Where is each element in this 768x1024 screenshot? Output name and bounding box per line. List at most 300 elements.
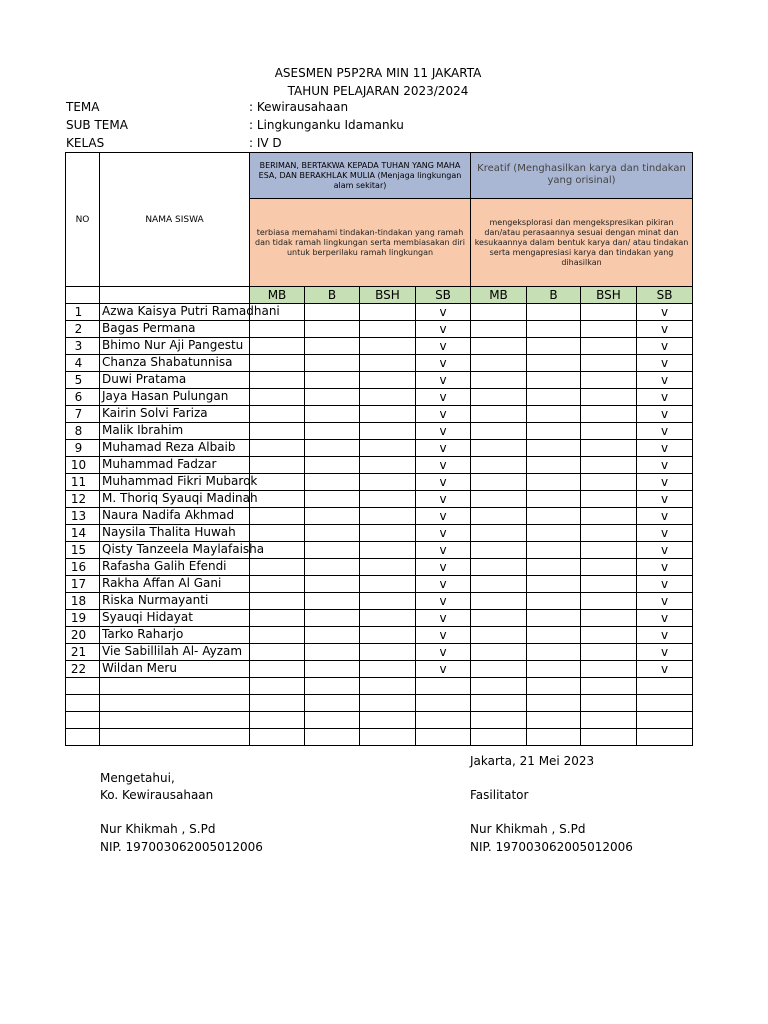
student-name: Tarko Raharjo xyxy=(102,627,184,641)
mark-cell xyxy=(360,440,416,457)
student-name: Qisty Tanzeela Maylafaisha xyxy=(102,542,265,556)
student-name-cell xyxy=(100,338,250,355)
mark-cell xyxy=(581,457,637,474)
mark-cell xyxy=(581,644,637,661)
student-number: 13 xyxy=(66,508,100,525)
student-name-cell xyxy=(100,644,250,661)
mark-cell: v xyxy=(637,423,693,440)
mark-cell xyxy=(305,542,360,559)
mark-cell xyxy=(471,576,527,593)
mark-cell: v xyxy=(637,355,693,372)
student-name: Vie Sabillilah Al- Ayzam xyxy=(102,644,243,658)
empty-cell xyxy=(100,712,250,729)
empty-cell xyxy=(250,678,305,695)
table-row xyxy=(66,661,693,678)
mark-cell: v xyxy=(637,389,693,406)
mark-cell xyxy=(250,610,305,627)
mark-cell xyxy=(581,559,637,576)
empty-cell xyxy=(527,729,581,746)
empty-cell xyxy=(305,712,360,729)
mark-cell xyxy=(250,389,305,406)
student-name: Rafasha Galih Efendi xyxy=(102,559,227,573)
mark-cell xyxy=(250,576,305,593)
mark-cell xyxy=(527,457,581,474)
empty-cell xyxy=(527,712,581,729)
mark-cell xyxy=(360,610,416,627)
mark-cell xyxy=(581,593,637,610)
student-number: 2 xyxy=(66,321,100,338)
mark-cell xyxy=(305,559,360,576)
meta-value-kelas: : IV D xyxy=(249,136,282,150)
mark-cell: v xyxy=(637,474,693,491)
mark-cell: v xyxy=(637,304,693,321)
mark-cell: v xyxy=(637,542,693,559)
empty-cell xyxy=(66,712,100,729)
mark-cell: v xyxy=(416,627,471,644)
mark-cell xyxy=(471,542,527,559)
mark-cell: v xyxy=(416,508,471,525)
empty-cell xyxy=(66,729,100,746)
student-name: Bhimo Nur Aji Pangestu xyxy=(102,338,244,352)
mark-cell xyxy=(360,372,416,389)
empty-cell xyxy=(66,695,100,712)
mark-cell: v xyxy=(416,338,471,355)
student-name-cell xyxy=(100,423,250,440)
section-b-description: mengeksplorasi dan mengekspresikan pikiran dan/atau perasaannya sesuai dengan minat dan kesukaannya dalam bentuk karya dan/ atau tindakan serta mengapresiasi karya dan tindakan yang dihasilkan xyxy=(471,199,693,287)
empty-cell xyxy=(305,695,360,712)
table-row xyxy=(66,576,693,593)
mark-cell xyxy=(527,593,581,610)
mark-cell xyxy=(581,355,637,372)
empty-cell xyxy=(471,712,527,729)
table-row xyxy=(66,559,693,576)
empty-cell xyxy=(416,712,471,729)
empty-cell xyxy=(637,729,693,746)
table-row xyxy=(66,321,693,338)
student-number: 12 xyxy=(66,491,100,508)
empty-row xyxy=(66,729,693,746)
student-number: 17 xyxy=(66,576,100,593)
mark-cell xyxy=(581,440,637,457)
mark-cell xyxy=(471,304,527,321)
empty-cell xyxy=(581,712,637,729)
empty-cell xyxy=(581,729,637,746)
mark-cell xyxy=(581,423,637,440)
mark-cell xyxy=(581,610,637,627)
mark-cell: v xyxy=(637,576,693,593)
table-row xyxy=(66,304,693,321)
student-name-cell xyxy=(100,389,250,406)
student-number: 18 xyxy=(66,593,100,610)
right-signer-name: Nur Khikmah , S.Pd xyxy=(470,822,586,836)
table-row xyxy=(66,593,693,610)
level-header-bsh-a: BSH xyxy=(360,287,416,304)
meta-value-tema: : Kewirausahaan xyxy=(249,100,349,114)
table-row xyxy=(66,627,693,644)
mark-cell xyxy=(471,406,527,423)
student-name-cell xyxy=(100,661,250,678)
mark-cell: v xyxy=(416,474,471,491)
mark-cell xyxy=(305,508,360,525)
mark-cell: v xyxy=(637,406,693,423)
mark-cell: v xyxy=(637,440,693,457)
mark-cell: v xyxy=(637,525,693,542)
empty-cell xyxy=(305,678,360,695)
table-row xyxy=(66,440,693,457)
empty-cell xyxy=(581,695,637,712)
mark-cell xyxy=(471,321,527,338)
student-number: 3 xyxy=(66,338,100,355)
mark-cell xyxy=(471,508,527,525)
mark-cell xyxy=(471,644,527,661)
empty-cell xyxy=(66,678,100,695)
empty-cell xyxy=(360,678,416,695)
table-row xyxy=(66,525,693,542)
student-number: 14 xyxy=(66,525,100,542)
document-title: ASESMEN P5P2RA MIN 11 JAKARTA xyxy=(274,66,482,80)
mark-cell xyxy=(527,610,581,627)
mark-cell: v xyxy=(637,644,693,661)
level-spacer-name xyxy=(100,287,250,304)
student-name-cell xyxy=(100,627,250,644)
student-name-cell xyxy=(100,610,250,627)
mark-cell xyxy=(527,491,581,508)
empty-cell xyxy=(100,678,250,695)
mark-cell xyxy=(581,474,637,491)
mark-cell: v xyxy=(416,321,471,338)
table-row xyxy=(66,423,693,440)
mark-cell xyxy=(305,593,360,610)
mark-cell xyxy=(360,576,416,593)
mark-cell xyxy=(471,423,527,440)
mark-cell: v xyxy=(637,661,693,678)
table-row xyxy=(66,474,693,491)
level-header-sb-b: SB xyxy=(637,287,693,304)
mark-cell xyxy=(581,406,637,423)
mark-cell xyxy=(250,491,305,508)
mark-cell xyxy=(250,508,305,525)
mark-cell: v xyxy=(416,440,471,457)
table-row xyxy=(66,644,693,661)
student-name: M. Thoriq Syauqi Madinah xyxy=(102,491,258,505)
mark-cell xyxy=(305,525,360,542)
mark-cell xyxy=(360,457,416,474)
mark-cell xyxy=(527,525,581,542)
empty-cell xyxy=(305,729,360,746)
student-number: 15 xyxy=(66,542,100,559)
mark-cell: v xyxy=(637,627,693,644)
student-name: Syauqi Hidayat xyxy=(102,610,193,624)
mark-cell xyxy=(305,610,360,627)
mark-cell xyxy=(581,321,637,338)
mark-cell xyxy=(250,525,305,542)
mark-cell: v xyxy=(637,508,693,525)
mark-cell xyxy=(305,474,360,491)
mark-cell xyxy=(360,406,416,423)
student-name-cell xyxy=(100,321,250,338)
mark-cell: v xyxy=(637,610,693,627)
section-b-title: Kreatif (Menghasilkan karya dan tindakan yang orisinal) xyxy=(471,153,693,199)
mark-cell: v xyxy=(637,321,693,338)
empty-cell xyxy=(471,678,527,695)
mark-cell: v xyxy=(416,593,471,610)
mark-cell xyxy=(581,508,637,525)
mark-cell xyxy=(471,440,527,457)
empty-cell xyxy=(637,678,693,695)
mark-cell: v xyxy=(416,559,471,576)
student-name-cell xyxy=(100,406,250,423)
student-number: 7 xyxy=(66,406,100,423)
mark-cell: v xyxy=(416,389,471,406)
mark-cell xyxy=(250,627,305,644)
mark-cell xyxy=(360,491,416,508)
mark-cell xyxy=(250,661,305,678)
mark-cell xyxy=(581,338,637,355)
mark-cell xyxy=(471,389,527,406)
student-name: Muhammad Fadzar xyxy=(102,457,217,471)
mark-cell xyxy=(250,559,305,576)
student-name: Naura Nadifa Akhmad xyxy=(102,508,235,522)
assessment-table xyxy=(65,152,693,746)
empty-cell xyxy=(100,729,250,746)
level-header-bsh-b: BSH xyxy=(581,287,637,304)
student-number: 4 xyxy=(66,355,100,372)
student-name: Jaya Hasan Pulungan xyxy=(102,389,229,403)
mark-cell xyxy=(305,338,360,355)
mark-cell xyxy=(360,559,416,576)
mark-cell xyxy=(250,644,305,661)
student-name-cell xyxy=(100,508,250,525)
mark-cell xyxy=(527,576,581,593)
empty-cell xyxy=(416,695,471,712)
student-number: 20 xyxy=(66,627,100,644)
student-name: Muhamad Reza Albaib xyxy=(102,440,236,454)
table-row xyxy=(66,355,693,372)
mark-cell xyxy=(527,627,581,644)
empty-cell xyxy=(416,729,471,746)
mark-cell xyxy=(527,440,581,457)
mark-cell xyxy=(305,644,360,661)
mark-cell: v xyxy=(637,457,693,474)
level-header-sb-a: SB xyxy=(416,287,471,304)
mark-cell xyxy=(305,355,360,372)
mark-cell xyxy=(581,491,637,508)
meta-label-kelas: KELAS xyxy=(66,136,105,150)
mark-cell xyxy=(305,406,360,423)
mark-cell xyxy=(360,389,416,406)
mark-cell: v xyxy=(416,406,471,423)
student-number: 22 xyxy=(66,661,100,678)
student-name: Bagas Permana xyxy=(102,321,196,335)
mark-cell xyxy=(305,457,360,474)
mark-cell xyxy=(250,406,305,423)
left-intro: Mengetahui, xyxy=(100,771,175,785)
empty-cell xyxy=(471,729,527,746)
mark-cell xyxy=(527,372,581,389)
level-header-mb-b: MB xyxy=(471,287,527,304)
student-name-cell xyxy=(100,525,250,542)
empty-cell xyxy=(471,695,527,712)
mark-cell xyxy=(360,338,416,355)
empty-cell xyxy=(527,678,581,695)
mark-cell xyxy=(360,423,416,440)
place-date: Jakarta, 21 Mei 2023 xyxy=(470,754,595,768)
student-number: 19 xyxy=(66,610,100,627)
mark-cell xyxy=(471,474,527,491)
right-signer-nip: NIP. 197003062005012006 xyxy=(470,840,633,854)
mark-cell: v xyxy=(416,372,471,389)
mark-cell xyxy=(305,423,360,440)
level-header-b-a: B xyxy=(305,287,360,304)
mark-cell xyxy=(360,542,416,559)
student-number: 1 xyxy=(66,304,100,321)
empty-cell xyxy=(360,712,416,729)
student-number: 16 xyxy=(66,559,100,576)
table-row xyxy=(66,406,693,423)
mark-cell: v xyxy=(416,644,471,661)
mark-cell xyxy=(250,423,305,440)
mark-cell xyxy=(471,593,527,610)
mark-cell xyxy=(581,576,637,593)
empty-row xyxy=(66,695,693,712)
mark-cell: v xyxy=(637,372,693,389)
mark-cell: v xyxy=(416,304,471,321)
empty-cell xyxy=(100,695,250,712)
meta-value-subtema: : Lingkunganku Idamanku xyxy=(249,118,404,132)
mark-cell xyxy=(581,627,637,644)
student-number: 11 xyxy=(66,474,100,491)
mark-cell xyxy=(581,304,637,321)
level-header-mb-a: MB xyxy=(250,287,305,304)
mark-cell xyxy=(527,355,581,372)
empty-cell xyxy=(581,678,637,695)
student-name-cell xyxy=(100,474,258,491)
mark-cell: v xyxy=(637,593,693,610)
mark-cell xyxy=(471,661,527,678)
mark-cell: v xyxy=(416,355,471,372)
mark-cell xyxy=(360,644,416,661)
student-name-cell xyxy=(100,304,280,321)
table-row xyxy=(66,491,693,508)
mark-cell: v xyxy=(416,661,471,678)
mark-cell: v xyxy=(416,542,471,559)
empty-cell xyxy=(416,678,471,695)
student-name: Wildan Meru xyxy=(102,661,177,675)
mark-cell xyxy=(471,457,527,474)
mark-cell xyxy=(527,644,581,661)
mark-cell xyxy=(305,491,360,508)
mark-cell xyxy=(250,321,305,338)
student-number: 6 xyxy=(66,389,100,406)
mark-cell xyxy=(471,372,527,389)
mark-cell xyxy=(527,559,581,576)
student-name-cell xyxy=(100,440,250,457)
mark-cell xyxy=(305,627,360,644)
meta-label-subtema: SUB TEMA xyxy=(66,118,128,132)
mark-cell xyxy=(471,610,527,627)
student-name: Malik Ibrahim xyxy=(102,423,184,437)
mark-cell xyxy=(250,474,305,491)
student-name: Kairin Solvi Fariza xyxy=(102,406,208,420)
table-row xyxy=(66,372,693,389)
mark-cell xyxy=(581,389,637,406)
mark-cell xyxy=(360,321,416,338)
student-name: Muhammad Fikri Mubarok xyxy=(102,474,258,488)
student-name-cell xyxy=(100,491,258,508)
student-name: Riska Nurmayanti xyxy=(102,593,209,607)
student-name-cell xyxy=(100,457,250,474)
header-nama-siswa: NAMA SISWA xyxy=(100,153,250,287)
table-row xyxy=(66,457,693,474)
empty-row xyxy=(66,678,693,695)
right-role: Fasilitator xyxy=(470,788,529,802)
student-name: Naysila Thalita Huwah xyxy=(102,525,236,539)
mark-cell: v xyxy=(416,457,471,474)
mark-cell xyxy=(471,491,527,508)
empty-cell xyxy=(250,695,305,712)
level-header-b-b: B xyxy=(527,287,581,304)
mark-cell: v xyxy=(637,491,693,508)
student-number: 9 xyxy=(66,440,100,457)
mark-cell xyxy=(360,593,416,610)
mark-cell xyxy=(360,474,416,491)
mark-cell xyxy=(527,661,581,678)
mark-cell: v xyxy=(637,338,693,355)
mark-cell xyxy=(527,338,581,355)
empty-cell xyxy=(250,729,305,746)
header-no: NO xyxy=(66,153,100,287)
student-name-cell xyxy=(100,576,250,593)
student-name: Rakha Affan Al Gani xyxy=(102,576,222,590)
section-a-description: terbiasa memahami tindakan-tindakan yang ramah dan tidak ramah lingkungan serta membiasakan diri untuk berperilaku ramah lingkungan xyxy=(250,199,471,287)
section-a-title: BERIMAN, BERTAKWA KEPADA TUHAN YANG MAHA ESA, DAN BERAKHLAK MULIA (Menjaga lingkungan alam sekitar) xyxy=(250,153,471,199)
mark-cell: v xyxy=(416,423,471,440)
mark-cell xyxy=(581,372,637,389)
table-row xyxy=(66,610,693,627)
empty-cell xyxy=(360,729,416,746)
table-row xyxy=(66,508,693,525)
mark-cell xyxy=(581,525,637,542)
student-name: Chanza Shabatunnisa xyxy=(102,355,233,369)
mark-cell xyxy=(250,457,305,474)
mark-cell xyxy=(250,355,305,372)
mark-cell xyxy=(360,508,416,525)
student-number: 21 xyxy=(66,644,100,661)
mark-cell xyxy=(360,525,416,542)
table-row xyxy=(66,338,693,355)
mark-cell xyxy=(360,627,416,644)
student-name-cell xyxy=(100,593,250,610)
mark-cell xyxy=(360,355,416,372)
level-spacer-no xyxy=(66,287,100,304)
student-name-cell xyxy=(100,542,265,559)
mark-cell: v xyxy=(416,610,471,627)
mark-cell xyxy=(527,423,581,440)
mark-cell xyxy=(250,372,305,389)
student-name-cell xyxy=(100,559,250,576)
mark-cell xyxy=(250,440,305,457)
table-row xyxy=(66,389,693,406)
mark-cell xyxy=(527,389,581,406)
mark-cell xyxy=(581,542,637,559)
mark-cell xyxy=(527,508,581,525)
empty-cell xyxy=(360,695,416,712)
mark-cell xyxy=(305,304,360,321)
empty-cell xyxy=(527,695,581,712)
table-row xyxy=(66,542,693,559)
mark-cell xyxy=(527,304,581,321)
mark-cell xyxy=(527,474,581,491)
